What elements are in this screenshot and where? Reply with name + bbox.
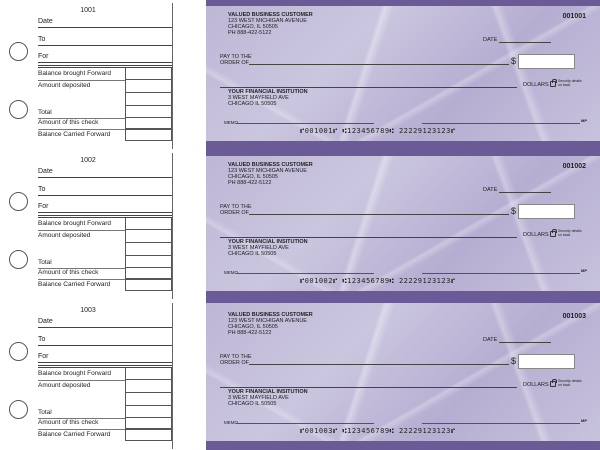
deposit-box-1[interactable] [125, 380, 172, 393]
dollar-sign: $ [511, 56, 517, 66]
check [206, 300, 600, 450]
deposit-box-3[interactable] [125, 406, 172, 418]
date-field[interactable] [499, 42, 551, 43]
mp-mark: MP [581, 418, 587, 423]
check-stub [38, 155, 174, 298]
dollars-label: DOLLARS [523, 382, 549, 388]
stub-to-field[interactable]: To [38, 336, 172, 346]
bank-block: YOUR FINANCIAL INSITUTION 3 WEST MAYFIELD AVE CHICAGO IL 50505 [228, 389, 308, 407]
payer-block: VALUED BUSINESS CUSTOMER 123 WEST MICHIGAN AVENUE CHICAGO, IL 50505 PH 888-422-5122 [228, 12, 313, 36]
balance-carried-box[interactable] [125, 429, 172, 441]
pay-to-label: PAY TO THE ORDER OF [220, 54, 252, 66]
stub-for-field[interactable]: For [38, 353, 172, 363]
date-label: DATE [483, 337, 498, 343]
balance-forward-box[interactable] [125, 368, 172, 380]
micr-line: ⑈001001⑈ ⑆123456789⑆ 22229123123⑈ [300, 127, 456, 135]
balance-carried-box[interactable] [125, 129, 172, 141]
amount-deposited-label: Amount deposited [38, 382, 91, 389]
stub-for-field[interactable]: For [38, 203, 172, 213]
deposit-box-2[interactable] [125, 393, 172, 406]
signature-field[interactable] [422, 423, 580, 424]
stub-balance-table [38, 368, 172, 441]
security-note: Security details on back [558, 79, 582, 87]
binder-hole-icon [9, 100, 28, 119]
amount-check-label: Amount of this check [38, 419, 99, 426]
memo-label: MEMO [224, 120, 238, 125]
stub-number: 1001 [80, 7, 96, 14]
balance-forward-label: Balance brought Forward [38, 370, 111, 377]
micr-line: ⑈001003⑈ ⑆123456789⑆ 22229123123⑈ [300, 427, 456, 435]
binder-hole-icon [9, 42, 28, 61]
date-field[interactable] [499, 192, 551, 193]
check-top-band [206, 0, 600, 6]
amount-words-field[interactable] [220, 87, 517, 88]
check-bottom-band [206, 291, 600, 300]
security-note: Security details on back [558, 229, 582, 237]
memo-field[interactable] [236, 273, 374, 274]
lock-icon [550, 381, 556, 387]
binder-hole-icon [9, 342, 28, 361]
pay-to-label: PAY TO THE ORDER OF [220, 354, 252, 366]
deposit-box-3[interactable] [125, 256, 172, 268]
memo-field[interactable] [236, 123, 374, 124]
deposit-box-2[interactable] [125, 93, 172, 106]
check-top-band [206, 300, 600, 303]
check-bottom-band [206, 441, 600, 450]
date-field[interactable] [499, 342, 551, 343]
check-number: 001003 [562, 313, 586, 320]
stub-number: 1002 [80, 157, 96, 164]
mp-mark: MP [581, 118, 587, 123]
micr-line: ⑈001002⑈ ⑆123456789⑆ 22229123123⑈ [300, 277, 456, 285]
balance-forward-box[interactable] [125, 218, 172, 230]
balance-carried-label: Balance Carried Forward [38, 131, 111, 138]
check-row [0, 150, 600, 300]
check-stub [38, 5, 174, 148]
balance-carried-label: Balance Carried Forward [38, 431, 111, 438]
deposit-box-1[interactable] [125, 80, 172, 93]
binder-hole-icon [9, 192, 28, 211]
binder-hole-icon [9, 400, 28, 419]
total-box[interactable] [125, 418, 172, 429]
stub-number: 1003 [80, 307, 96, 314]
check-stub [38, 305, 174, 448]
check [206, 150, 600, 300]
dollars-label: DOLLARS [523, 232, 549, 238]
total-box[interactable] [125, 118, 172, 129]
dollars-label: DOLLARS [523, 82, 549, 88]
payer-block: VALUED BUSINESS CUSTOMER 123 WEST MICHIGAN AVENUE CHICAGO, IL 50505 PH 888-422-5122 [228, 162, 313, 186]
amount-deposited-label: Amount deposited [38, 232, 91, 239]
payer-block: VALUED BUSINESS CUSTOMER 123 WEST MICHIGAN AVENUE CHICAGO, IL 50505 PH 888-422-5122 [228, 312, 313, 336]
memo-field[interactable] [236, 423, 374, 424]
balance-carried-label: Balance Carried Forward [38, 281, 111, 288]
balance-forward-label: Balance brought Forward [38, 70, 111, 77]
pay-to-label: PAY TO THE ORDER OF [220, 204, 252, 216]
check-number: 001002 [562, 163, 586, 170]
amount-check-label: Amount of this check [38, 119, 99, 126]
bank-block: YOUR FINANCIAL INSITUTION 3 WEST MAYFIELD AVE CHICAGO IL 50505 [228, 239, 308, 257]
dollar-sign: $ [511, 206, 517, 216]
check [206, 0, 600, 150]
stub-to-field[interactable]: To [38, 186, 172, 196]
check-bottom-band [206, 141, 600, 150]
security-note: Security details on back [558, 379, 582, 387]
deposit-box-2[interactable] [125, 243, 172, 256]
stub-to-field[interactable]: To [38, 36, 172, 46]
signature-field[interactable] [422, 123, 580, 124]
total-label: Total [38, 109, 52, 116]
check-row [0, 300, 600, 450]
binder-hole-icon [9, 250, 28, 269]
payee-field[interactable] [249, 364, 509, 365]
dollar-sign: $ [511, 356, 517, 366]
check-number: 001001 [562, 13, 586, 20]
bank-block: YOUR FINANCIAL INSITUTION 3 WEST MAYFIELD AVE CHICAGO IL 50505 [228, 89, 308, 107]
stub-divider-line [172, 153, 173, 299]
amount-words-field[interactable] [220, 387, 517, 388]
stub-balance-table [38, 68, 172, 141]
stub-divider-line [172, 303, 173, 449]
stub-balance-table [38, 218, 172, 291]
date-label: DATE [483, 37, 498, 43]
amount-deposited-label: Amount deposited [38, 82, 91, 89]
date-label: DATE [483, 187, 498, 193]
lock-icon [550, 231, 556, 237]
signature-field[interactable] [422, 273, 580, 274]
amount-box[interactable] [518, 354, 575, 369]
balance-forward-box[interactable] [125, 68, 172, 80]
payee-field[interactable] [249, 64, 509, 65]
stub-date-field[interactable]: Date [38, 318, 172, 328]
stub-date-field[interactable]: Date [38, 168, 172, 178]
memo-label: MEMO [224, 270, 238, 275]
amount-check-label: Amount of this check [38, 269, 99, 276]
deposit-box-1[interactable] [125, 230, 172, 243]
amount-box[interactable] [518, 54, 575, 69]
stub-date-field[interactable]: Date [38, 18, 172, 28]
balance-carried-box[interactable] [125, 279, 172, 291]
amount-words-field[interactable] [220, 237, 517, 238]
balance-forward-label: Balance brought Forward [38, 220, 111, 227]
payee-field[interactable] [249, 214, 509, 215]
total-box[interactable] [125, 268, 172, 279]
check-row [0, 0, 600, 150]
memo-label: MEMO [224, 420, 238, 425]
mp-mark: MP [581, 268, 587, 273]
amount-box[interactable] [518, 204, 575, 219]
total-label: Total [38, 409, 52, 416]
stub-divider-line [172, 3, 173, 149]
check-top-band [206, 150, 600, 156]
stub-for-field[interactable]: For [38, 53, 172, 63]
deposit-box-3[interactable] [125, 106, 172, 118]
total-label: Total [38, 259, 52, 266]
lock-icon [550, 81, 556, 87]
